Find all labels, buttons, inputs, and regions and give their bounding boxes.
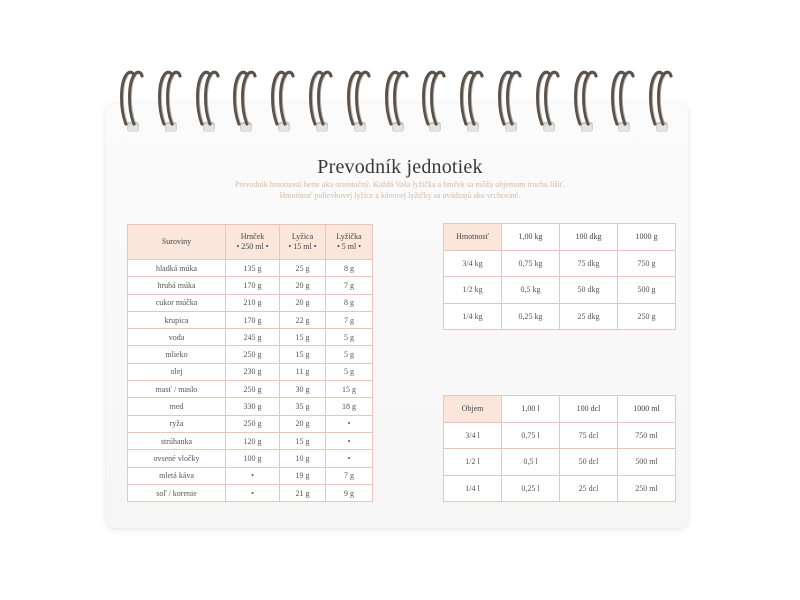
- value-cell: 250 g: [618, 303, 676, 329]
- spiral-ring: [609, 68, 639, 130]
- value-cell: 10 g: [280, 450, 326, 467]
- value-cell: 135 g: [226, 260, 280, 277]
- header-label: Suroviny: [161, 237, 192, 246]
- value-cell: 50 dcl: [560, 449, 618, 475]
- value-cell: 75 dcl: [560, 423, 618, 449]
- value-cell: 250 g: [226, 346, 280, 363]
- value-cell: 35 g: [280, 398, 326, 415]
- row-label-cell: hladká múka: [128, 260, 226, 277]
- value-cell: 5 g: [326, 363, 373, 380]
- header-unit: • 15 ml •: [288, 242, 317, 251]
- value-cell: 7 g: [326, 311, 373, 328]
- header-label: Lyžica: [291, 232, 314, 241]
- value-cell: 230 g: [226, 363, 280, 380]
- value-cell: 500 ml: [618, 449, 676, 475]
- row-label-cell: ryža: [128, 415, 226, 432]
- ingredients-conversion-table: [127, 224, 373, 502]
- row-label-cell: krupica: [128, 311, 226, 328]
- ingredient-row: [128, 467, 373, 484]
- value-cell: 330 g: [226, 398, 280, 415]
- subtitle-line-2: Hmotnosť polievkovej lyžice a kávovej lyžičky sa uvádzajú ako vrchovaté.: [279, 191, 521, 200]
- spiral-ring: [496, 68, 526, 130]
- value-cell: •: [326, 432, 373, 449]
- spiral-ring: [345, 68, 375, 130]
- ingredient-row: [128, 432, 373, 449]
- row-label-cell: cukor múčka: [128, 294, 226, 311]
- header-cell: 100 dcl: [560, 396, 618, 423]
- row-label-cell: olej: [128, 363, 226, 380]
- value-cell: 210 g: [226, 294, 280, 311]
- value-cell: 21 g: [280, 484, 326, 501]
- ingredient-row: [128, 398, 373, 415]
- row-label-cell: strúhanka: [128, 432, 226, 449]
- table-header-row: [444, 224, 676, 251]
- value-cell: 500 g: [618, 277, 676, 303]
- value-cell: 25 dkg: [560, 303, 618, 329]
- header-volume: Objem: [444, 396, 502, 423]
- row-label-cell: mlieko: [128, 346, 226, 363]
- header-cell: 1,00 kg: [502, 224, 560, 251]
- ingredient-row: [128, 381, 373, 398]
- spiral-ring: [647, 68, 677, 130]
- value-cell: 7 g: [326, 467, 373, 484]
- volume-row: [444, 475, 676, 501]
- ingredient-row: [128, 363, 373, 380]
- header-cell: 1000 g: [618, 224, 676, 251]
- value-cell: 5 g: [326, 346, 373, 363]
- header-tablespoon: [280, 225, 326, 260]
- value-cell: 250 g: [226, 381, 280, 398]
- header-cell: 1000 ml: [618, 396, 676, 423]
- header-cell: 1,00 l: [502, 396, 560, 423]
- spiral-ring: [269, 68, 299, 130]
- value-cell: 120 g: [226, 432, 280, 449]
- value-cell: 250 g: [226, 415, 280, 432]
- table-header-row: [444, 396, 676, 423]
- value-cell: 22 g: [280, 311, 326, 328]
- header-ingredients: [128, 225, 226, 260]
- ingredient-row: [128, 450, 373, 467]
- value-cell: 20 g: [280, 294, 326, 311]
- value-cell: •: [326, 415, 373, 432]
- value-cell: 50 dkg: [560, 277, 618, 303]
- ingredient-row: [128, 329, 373, 346]
- weight-row: [444, 303, 676, 329]
- value-cell: 750 g: [618, 251, 676, 277]
- header-teaspoon: [326, 225, 373, 260]
- header-unit: • 250 ml •: [236, 242, 269, 251]
- spiral-ring: [383, 68, 413, 130]
- volume-row: [444, 449, 676, 475]
- ingredient-row: [128, 277, 373, 294]
- spiral-binding: [0, 60, 800, 140]
- value-cell: •: [226, 467, 280, 484]
- table-header-row: [128, 225, 373, 260]
- value-cell: •: [226, 484, 280, 501]
- header-label: Hrnček: [240, 232, 265, 241]
- ingredient-row: [128, 415, 373, 432]
- ingredient-row: [128, 294, 373, 311]
- value-cell: 0,75 l: [502, 423, 560, 449]
- value-cell: 15 g: [280, 329, 326, 346]
- row-label-cell: mletá káva: [128, 467, 226, 484]
- value-cell: 20 g: [280, 277, 326, 294]
- spiral-ring: [156, 68, 186, 130]
- row-label-cell: hrubá múka: [128, 277, 226, 294]
- weight-row: [444, 277, 676, 303]
- row-label-cell: 3/4 kg: [444, 251, 502, 277]
- value-cell: 0,5 kg: [502, 277, 560, 303]
- row-label-cell: 1/2 kg: [444, 277, 502, 303]
- ingredient-row: [128, 346, 373, 363]
- page-title: Prevodník jednotiek: [317, 156, 483, 178]
- row-label-cell: 1/2 l: [444, 449, 502, 475]
- volume-row: [444, 423, 676, 449]
- volume-conversion-table: [443, 395, 676, 502]
- value-cell: 9 g: [326, 484, 373, 501]
- value-cell: 15 g: [326, 381, 373, 398]
- value-cell: 245 g: [226, 329, 280, 346]
- value-cell: 75 dkg: [560, 251, 618, 277]
- header-cup: [226, 225, 280, 260]
- value-cell: 15 g: [280, 432, 326, 449]
- value-cell: 250 ml: [618, 475, 676, 501]
- spiral-ring: [458, 68, 488, 130]
- value-cell: 100 g: [226, 450, 280, 467]
- value-cell: 8 g: [326, 294, 373, 311]
- header-weight: Hmotnosť: [444, 224, 502, 251]
- weight-row: [444, 251, 676, 277]
- header-cell: 100 dkg: [560, 224, 618, 251]
- spiral-ring: [307, 68, 337, 130]
- row-label-cell: soľ / korenie: [128, 484, 226, 501]
- row-label-cell: ovsené vločky: [128, 450, 226, 467]
- ingredient-row: [128, 311, 373, 328]
- spiral-ring: [231, 68, 261, 130]
- spiral-ring: [420, 68, 450, 130]
- value-cell: 0,5 l: [502, 449, 560, 475]
- spiral-ring: [534, 68, 564, 130]
- row-label-cell: masť / maslo: [128, 381, 226, 398]
- row-label-cell: 1/4 l: [444, 475, 502, 501]
- value-cell: 19 g: [280, 467, 326, 484]
- ingredient-row: [128, 260, 373, 277]
- value-cell: 5 g: [326, 329, 373, 346]
- spiral-ring: [572, 68, 602, 130]
- value-cell: 0,25 kg: [502, 303, 560, 329]
- header-label: Lyžička: [336, 232, 362, 241]
- row-label-cell: 3/4 l: [444, 423, 502, 449]
- header-unit: • 5 ml •: [336, 242, 362, 251]
- value-cell: 11 g: [280, 363, 326, 380]
- value-cell: 7 g: [326, 277, 373, 294]
- value-cell: 20 g: [280, 415, 326, 432]
- subtitle-line-1: Prevodník hmotností berte ako orientačný. Každá Vaša lyžička a hrnček sa môžu objemom trochu líšiť.: [234, 180, 566, 189]
- value-cell: 8 g: [326, 260, 373, 277]
- row-label-cell: voda: [128, 329, 226, 346]
- value-cell: 170 g: [226, 277, 280, 294]
- value-cell: 25 g: [280, 260, 326, 277]
- row-label-cell: 1/4 kg: [444, 303, 502, 329]
- spiral-ring: [194, 68, 224, 130]
- value-cell: 170 g: [226, 311, 280, 328]
- value-cell: 25 dcl: [560, 475, 618, 501]
- value-cell: •: [326, 450, 373, 467]
- ingredient-row: [128, 484, 373, 501]
- page-subtitle: [0, 179, 800, 201]
- spiral-ring: [118, 68, 148, 130]
- value-cell: 750 ml: [618, 423, 676, 449]
- weight-conversion-table: [443, 223, 676, 330]
- value-cell: 30 g: [280, 381, 326, 398]
- value-cell: 0,75 kg: [502, 251, 560, 277]
- row-label-cell: med: [128, 398, 226, 415]
- value-cell: 15 g: [280, 346, 326, 363]
- value-cell: 0,25 l: [502, 475, 560, 501]
- value-cell: 18 g: [326, 398, 373, 415]
